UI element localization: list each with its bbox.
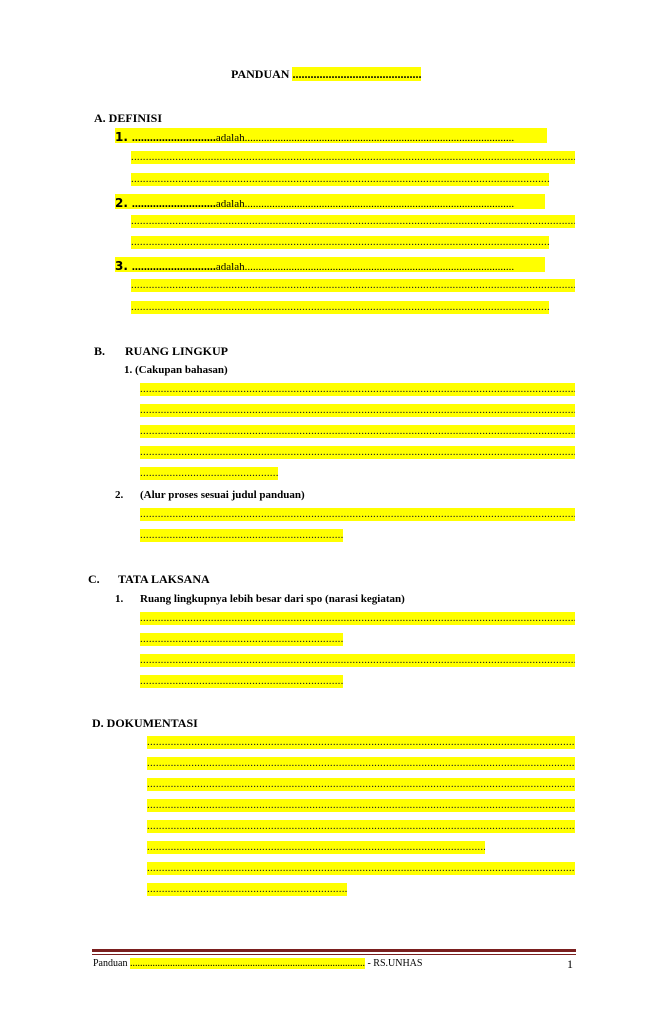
fill-line: [140, 529, 343, 542]
fill-line: [140, 383, 575, 396]
fill-line: [140, 675, 343, 688]
document-title: [231, 67, 421, 82]
definition-word: adalah: [215, 198, 245, 210]
scope-item-2-number: 2.: [115, 489, 124, 501]
fill-line: [147, 820, 575, 833]
definition-word: adalah: [215, 261, 245, 273]
footer-suffix: - RS.UNHAS: [367, 958, 423, 969]
definition-item-2: 2. ............................adalah..................................................................................................: [115, 194, 545, 209]
fill-line: [140, 612, 575, 625]
procedure-item-1: Ruang lingkupnya lebih besar dari spo (narasi kegiatan): [140, 593, 405, 605]
fill-line: [147, 778, 575, 791]
section-d-heading: D. DOKUMENTASI: [92, 716, 198, 730]
fill-line: [131, 151, 575, 164]
definition-term: ............................: [131, 196, 216, 210]
definition-term: ............................: [131, 259, 216, 273]
definition-term: ............................: [131, 130, 216, 144]
title-prefix: PANDUAN: [231, 67, 290, 81]
fill-line: [140, 633, 343, 646]
fill-line: [147, 862, 575, 875]
footer-label: Panduan: [93, 958, 128, 969]
fill-line: [131, 301, 549, 314]
footer-placeholder: ..............................................................................................: [129, 958, 365, 969]
fill-line: [131, 279, 575, 292]
definition-number: 2.: [115, 196, 128, 210]
fill-line: [131, 173, 549, 186]
fill-line: [147, 799, 575, 812]
definition-word: adalah: [215, 132, 245, 144]
section-a-heading: A. DEFINISI: [94, 111, 163, 125]
section-c-letter: C.: [88, 572, 100, 586]
fill-line: [140, 654, 575, 667]
fill-line: [140, 508, 575, 521]
footer-rule-thin: [92, 954, 576, 955]
fill-line: [131, 215, 575, 228]
section-c-heading: TATA LAKSANA: [118, 572, 210, 586]
section-b-letter: B.: [94, 344, 106, 358]
fill-line: [140, 467, 278, 480]
fill-line: [140, 446, 575, 459]
fill-line: [147, 757, 575, 770]
scope-item-1: 1. (Cakupan bahasan): [124, 364, 228, 376]
fill-line: [140, 404, 575, 417]
page-number: 1: [567, 957, 573, 971]
title-placeholder: ...........................................: [292, 67, 422, 81]
section-b-heading: RUANG LINGKUP: [125, 344, 229, 358]
fill-line: [147, 736, 575, 749]
definition-item-3: 3. ............................adalah..................................................................................................: [115, 257, 545, 272]
fill-line: [140, 425, 575, 438]
scope-item-2: (Alur proses sesuai judul panduan): [140, 489, 305, 501]
fill-line: [147, 841, 485, 854]
footer-text: [93, 958, 422, 969]
definition-number: 1.: [115, 130, 128, 144]
footer-rule-thick: [92, 949, 576, 952]
definition-item-1: 1. ............................adalah..................................................................................................: [115, 128, 547, 143]
fill-line: [131, 236, 549, 249]
procedure-item-1-number: 1.: [115, 593, 124, 605]
definition-number: 3.: [115, 259, 128, 273]
fill-line: [147, 883, 347, 896]
